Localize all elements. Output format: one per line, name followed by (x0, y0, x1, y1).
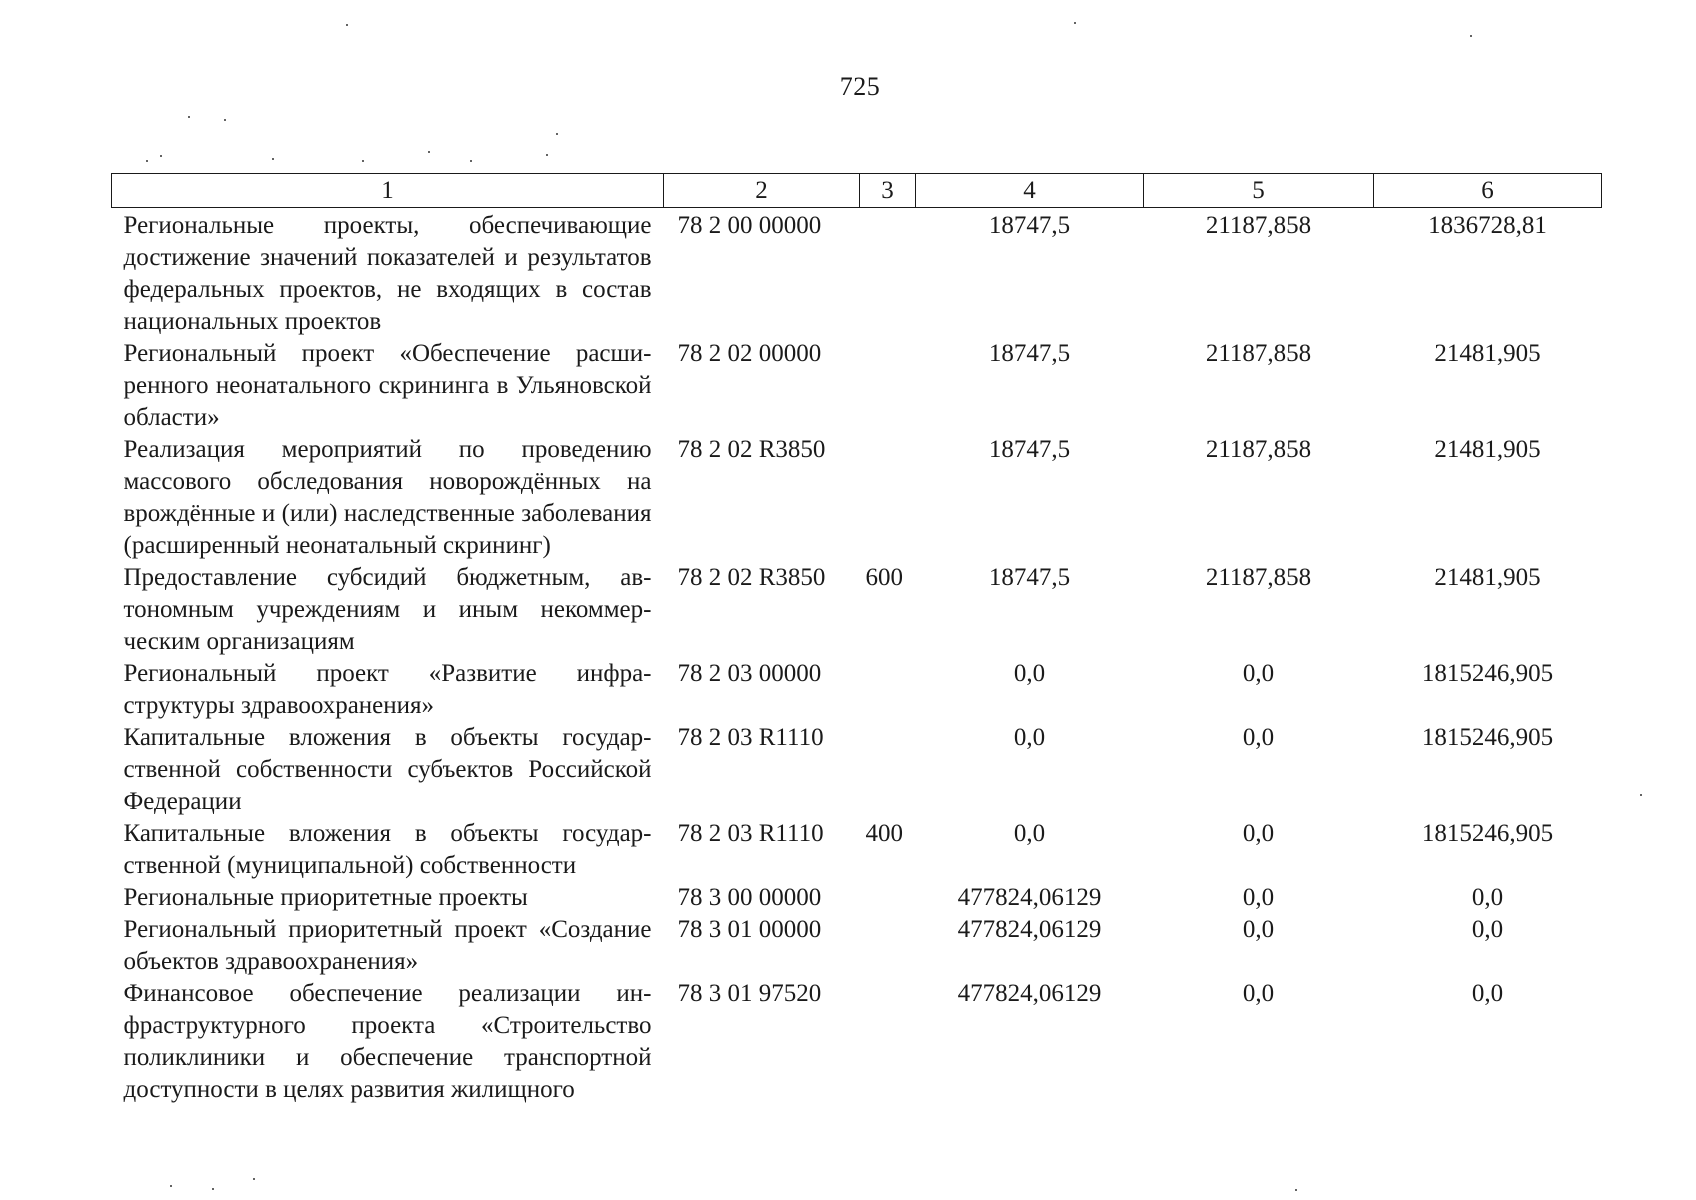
table-row (112, 882, 1602, 914)
amount-year-1: 0,0 (1013, 724, 1046, 751)
amount-year-3: 21481,905 (1434, 564, 1541, 591)
amount-year-3: 1815246,905 (1421, 660, 1554, 687)
amount-year-1: 18747,5 (988, 340, 1071, 367)
table-row (112, 208, 1602, 339)
header-row (112, 174, 1602, 208)
target-article-code: 78 2 02 R3850 (677, 436, 826, 463)
scan-speck (470, 160, 472, 162)
table-body (112, 208, 1602, 1107)
amount-year-2: 21187,858 (1205, 212, 1312, 239)
column-header: 6 (1374, 174, 1602, 208)
amount-year-1: 477824,06129 (957, 916, 1102, 943)
column-header: 1 (112, 174, 664, 208)
amount-year-2: 0,0 (1242, 660, 1275, 687)
scan-speck (160, 155, 162, 157)
scan-speck (1074, 22, 1076, 24)
table-row (112, 562, 1602, 658)
item-name: Финансовое обеспечение реализации инфраструктурного проекта «Строительство поликлиники и обеспечение транспортной доступности в целях развития жилищного (123, 980, 652, 1103)
target-article-code: 78 3 01 00000 (677, 916, 822, 943)
table-row (112, 722, 1602, 818)
item-name: Реализация мероприятий по проведению массового обследования новорождённых на врождённые и (или) наследственные заболевания (расширенный неонатальный скрининг) (123, 436, 652, 559)
table-row (112, 914, 1602, 978)
expense-type-code: 600 (865, 564, 903, 591)
expense-type-code (860, 208, 916, 339)
scan-speck (253, 1178, 255, 1180)
amount-year-1: 18747,5 (988, 564, 1071, 591)
target-article-code: 78 2 03 R1110 (677, 820, 824, 847)
expense-type-code (860, 882, 916, 914)
expense-type-code (860, 658, 916, 722)
scan-speck (346, 24, 348, 26)
scan-speck (224, 119, 226, 121)
amount-year-3: 0,0 (1471, 980, 1504, 1007)
scan-speck (362, 160, 364, 162)
target-article-code: 78 3 00 00000 (677, 884, 822, 911)
amount-year-3: 1836728,81 (1428, 212, 1547, 239)
scan-speck (170, 1185, 172, 1187)
table-row (112, 818, 1602, 882)
target-article-code: 78 3 01 97520 (677, 980, 822, 1007)
scan-speck (546, 154, 548, 156)
budget-table (111, 173, 1602, 1106)
amount-year-1: 18747,5 (988, 212, 1071, 239)
page-number: 725 (839, 72, 881, 101)
amount-year-2: 0,0 (1242, 884, 1275, 911)
amount-year-1: 18747,5 (988, 436, 1071, 463)
item-name: Капитальные вложения в объекты государственной собственности субъектов Российской Федерации (123, 724, 652, 815)
amount-year-3: 21481,905 (1434, 436, 1541, 463)
amount-year-3: 1815246,905 (1421, 820, 1554, 847)
target-article-code: 78 2 00 00000 (677, 212, 822, 239)
expense-type-code (860, 722, 916, 818)
table-row (112, 658, 1602, 722)
target-article-code: 78 2 03 00000 (677, 660, 822, 687)
amount-year-2: 0,0 (1242, 916, 1275, 943)
expense-type-code: 400 (865, 820, 903, 847)
amount-year-3: 0,0 (1471, 916, 1504, 943)
amount-year-2: 21187,858 (1205, 340, 1312, 367)
amount-year-2: 0,0 (1242, 820, 1275, 847)
amount-year-3: 1815246,905 (1421, 724, 1554, 751)
scan-speck (1640, 794, 1642, 796)
amount-year-3: 0,0 (1471, 884, 1504, 911)
amount-year-1: 477824,06129 (957, 884, 1102, 911)
scan-speck (1295, 1189, 1297, 1191)
table-header (112, 174, 1602, 208)
column-header: 3 (860, 174, 916, 208)
table-row (112, 338, 1602, 434)
item-name: Капитальные вложения в объекты государственной (муниципальной) собственности (123, 820, 652, 879)
scan-speck (272, 158, 274, 160)
expense-type-code (860, 434, 916, 562)
scan-speck (428, 151, 430, 153)
item-name: Региональный проект «Обеспечение расширенного неонатального скрининга в Ульяновской области» (123, 340, 652, 431)
scan-speck (146, 160, 148, 162)
column-header: 5 (1144, 174, 1374, 208)
column-header: 4 (916, 174, 1144, 208)
scan-speck (188, 116, 190, 118)
target-article-code: 78 2 03 R1110 (677, 724, 824, 751)
amount-year-2: 0,0 (1242, 980, 1275, 1007)
amount-year-2: 21187,858 (1205, 436, 1312, 463)
scan-speck (212, 1188, 214, 1190)
target-article-code: 78 2 02 R3850 (677, 564, 826, 591)
item-name: Региональный приоритетный проект «Создание объектов здравоохранения» (123, 916, 652, 975)
item-name: Региональные проекты, обеспечивающие достижение значений показателей и результатов федеральных проектов, не входящих в состав национальных проектов (123, 212, 652, 335)
amount-year-2: 21187,858 (1205, 564, 1312, 591)
scan-speck (556, 133, 558, 135)
amount-year-1: 0,0 (1013, 660, 1046, 687)
target-article-code: 78 2 02 00000 (677, 340, 822, 367)
expense-type-code (860, 914, 916, 978)
table-row (112, 434, 1602, 562)
amount-year-2: 0,0 (1242, 724, 1275, 751)
column-header: 2 (664, 174, 860, 208)
amount-year-1: 477824,06129 (957, 980, 1102, 1007)
amount-year-3: 21481,905 (1434, 340, 1541, 367)
table-row (112, 978, 1602, 1106)
item-name: Предоставление субсидий бюджетным, автономным учреждениям и иным некоммерческим организациям (123, 564, 652, 655)
amount-year-1: 0,0 (1013, 820, 1046, 847)
scan-speck (1470, 35, 1472, 37)
item-name: Региональный проект «Развитие инфраструктуры здравоохранения» (123, 660, 652, 719)
expense-type-code (860, 338, 916, 434)
expense-type-code (860, 978, 916, 1106)
item-name: Региональные приоритетные проекты (123, 884, 528, 911)
